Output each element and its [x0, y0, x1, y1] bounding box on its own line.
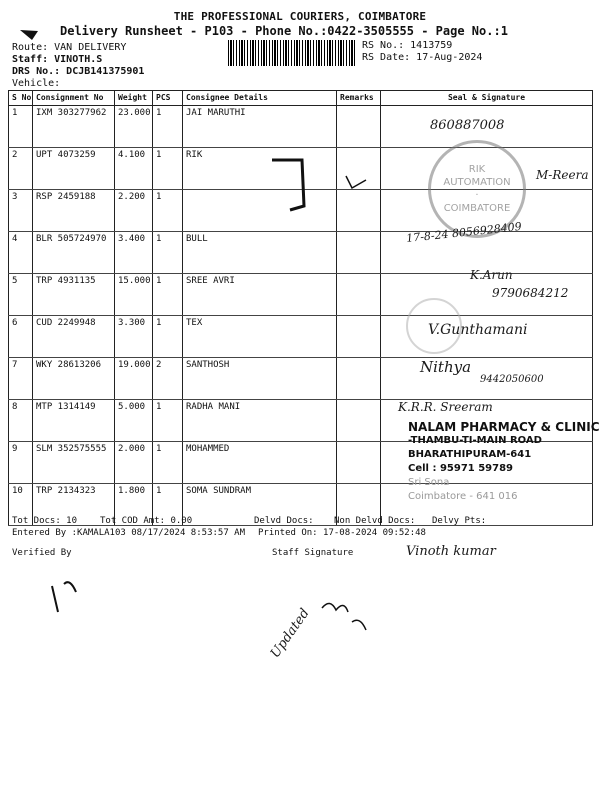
pcs-cell: 1	[153, 316, 183, 358]
vehicle-label: Vehicle:	[12, 78, 61, 89]
col-seal-signature: Seal & Signature	[381, 91, 593, 106]
handwritten-name-row6: V.Gunthamani	[428, 322, 528, 338]
handwritten-name-row7: Nithya	[420, 358, 472, 376]
consignment-cell: SLM 352575555	[33, 442, 115, 484]
pharmacy-road: -THAMBU-TI-MAIN ROAD	[408, 435, 542, 446]
total-cod-amount: Tot COD Amt: 0.00	[100, 516, 193, 526]
weight-cell: 19.000	[115, 358, 153, 400]
sno-cell: 2	[9, 148, 33, 190]
weight-cell: 2.200	[115, 190, 153, 232]
pcs-cell: 1	[153, 190, 183, 232]
weight-cell: 23.000	[115, 106, 153, 148]
pharmacy-cell: Cell : 95971 59789	[408, 463, 513, 474]
row3-bracket-mark	[272, 160, 304, 210]
weight-cell: 2.000	[115, 442, 153, 484]
rs-date: RS Date: 17-Aug-2024	[362, 52, 483, 63]
pcs-cell: 2	[153, 358, 183, 400]
weight-cell: 5.000	[115, 400, 153, 442]
route-label: Route: VAN DELIVERY	[12, 42, 127, 53]
verified-by-scribble	[52, 582, 76, 612]
sno-cell: 10	[9, 484, 33, 526]
consignment-cell: WKY 28613206	[33, 358, 115, 400]
non-delivered-docs: Non Delvd Docs:	[334, 516, 416, 526]
handwritten-note-row1: 860887008	[430, 118, 505, 133]
faded-stamp-line-2: Coimbatore - 641 016	[408, 491, 518, 502]
rs-number: RS No.: 1413759	[362, 40, 453, 51]
handwritten-note-row4: 17-8-24 8056928409	[405, 219, 523, 246]
weight-cell: 15.000	[115, 274, 153, 316]
handwritten-name-row5: K.Arun	[470, 268, 513, 282]
consignment-cell: RSP 2459188	[33, 190, 115, 232]
updated-scribble	[322, 603, 366, 630]
consignee-cell: RIK	[183, 148, 337, 190]
weight-cell: 1.800	[115, 484, 153, 526]
weight-cell: 4.100	[115, 148, 153, 190]
stamp-text: RIK AUTOMATION · COIMBATORE	[443, 164, 511, 214]
staff-signature-ink: Vinoth kumar	[406, 544, 496, 559]
pcs-cell: 1	[153, 148, 183, 190]
faded-stamp-line-1: Sri Sona	[408, 477, 450, 488]
total-docs: Tot Docs: 10	[12, 516, 78, 526]
staff-label: Staff: VINOTH.S	[12, 54, 103, 65]
delivered-docs: Delvd Docs:	[254, 516, 314, 526]
staff-signature-label: Staff Signature	[272, 548, 354, 558]
consignee-cell: SOMA SUNDRAM	[183, 484, 337, 526]
verified-by-label: Verified By	[12, 548, 72, 558]
handwritten-phone-row5: 9790684212	[492, 286, 569, 300]
sno-cell: 3	[9, 190, 33, 232]
pcs-cell: 1	[153, 484, 183, 526]
col-consignee: Consignee Details	[183, 91, 337, 106]
pcs-cell: 1	[153, 400, 183, 442]
pharmacy-name: NALAM PHARMACY & CLINIC	[408, 420, 600, 434]
consignee-cell: SREE AVRI	[183, 274, 337, 316]
consignment-cell: IXM 303277962	[33, 106, 115, 148]
company-title: THE PROFESSIONAL COURIERS, COIMBATORE	[173, 10, 427, 23]
sno-cell: 4	[9, 232, 33, 274]
consignee-cell: RADHA MANI	[183, 400, 337, 442]
col-consignment: Consignment No	[33, 91, 115, 106]
handwritten-name-row8: K.R.R. Sreeram	[398, 400, 493, 414]
consignment-cell: UPT 4073259	[33, 148, 115, 190]
pcs-cell: 1	[153, 232, 183, 274]
consignment-cell: MTP 1314149	[33, 400, 115, 442]
sno-cell: 8	[9, 400, 33, 442]
entered-by: Entered By :KAMALA103 08/17/2024 8:53:57 AM	[12, 528, 245, 538]
col-sno: S No	[9, 91, 33, 106]
col-remarks: Remarks	[337, 91, 381, 106]
consignee-cell: BULL	[183, 232, 337, 274]
runsheet-title: Delivery Runsheet - P103 - Phone No.:0422-3505555 - Page No.:1	[60, 24, 508, 38]
consignee-cell: TEX	[183, 316, 337, 358]
delivery-points: Delvy Pts:	[432, 516, 487, 526]
consignment-cell: TRP 4931135	[33, 274, 115, 316]
consignment-cell: TRP 2134323	[33, 484, 115, 526]
handwritten-note-row2: M-Reera	[536, 168, 589, 182]
pharmacy-city: BHARATHIPURAM-641	[408, 449, 532, 460]
sno-cell: 9	[9, 442, 33, 484]
sno-cell: 6	[9, 316, 33, 358]
sno-cell: 5	[9, 274, 33, 316]
drs-number: DRS No.: DCJB141375901	[12, 66, 145, 77]
sno-cell: 7	[9, 358, 33, 400]
consignee-cell: MOHAMMED	[183, 442, 337, 484]
row3-remark-tick	[346, 176, 366, 188]
col-pcs: PCS	[153, 91, 183, 106]
consignee-cell: SANTHOSH	[183, 358, 337, 400]
weight-cell: 3.400	[115, 232, 153, 274]
col-weight: Weight	[115, 91, 153, 106]
pcs-cell: 1	[153, 442, 183, 484]
consignment-cell: CUD 2249948	[33, 316, 115, 358]
consignee-cell: JAI MARUTHI	[183, 106, 337, 148]
printed-on: Printed On: 17-08-2024 09:52:48	[258, 528, 426, 538]
pcs-cell: 1	[153, 274, 183, 316]
consignment-cell: BLR 505724970	[33, 232, 115, 274]
weight-cell: 3.300	[115, 316, 153, 358]
handwritten-updated-note: Updated	[267, 606, 313, 661]
sno-cell: 1	[9, 106, 33, 148]
handwritten-phone-row7: 9442050600	[480, 374, 544, 385]
pcs-cell: 1	[153, 106, 183, 148]
